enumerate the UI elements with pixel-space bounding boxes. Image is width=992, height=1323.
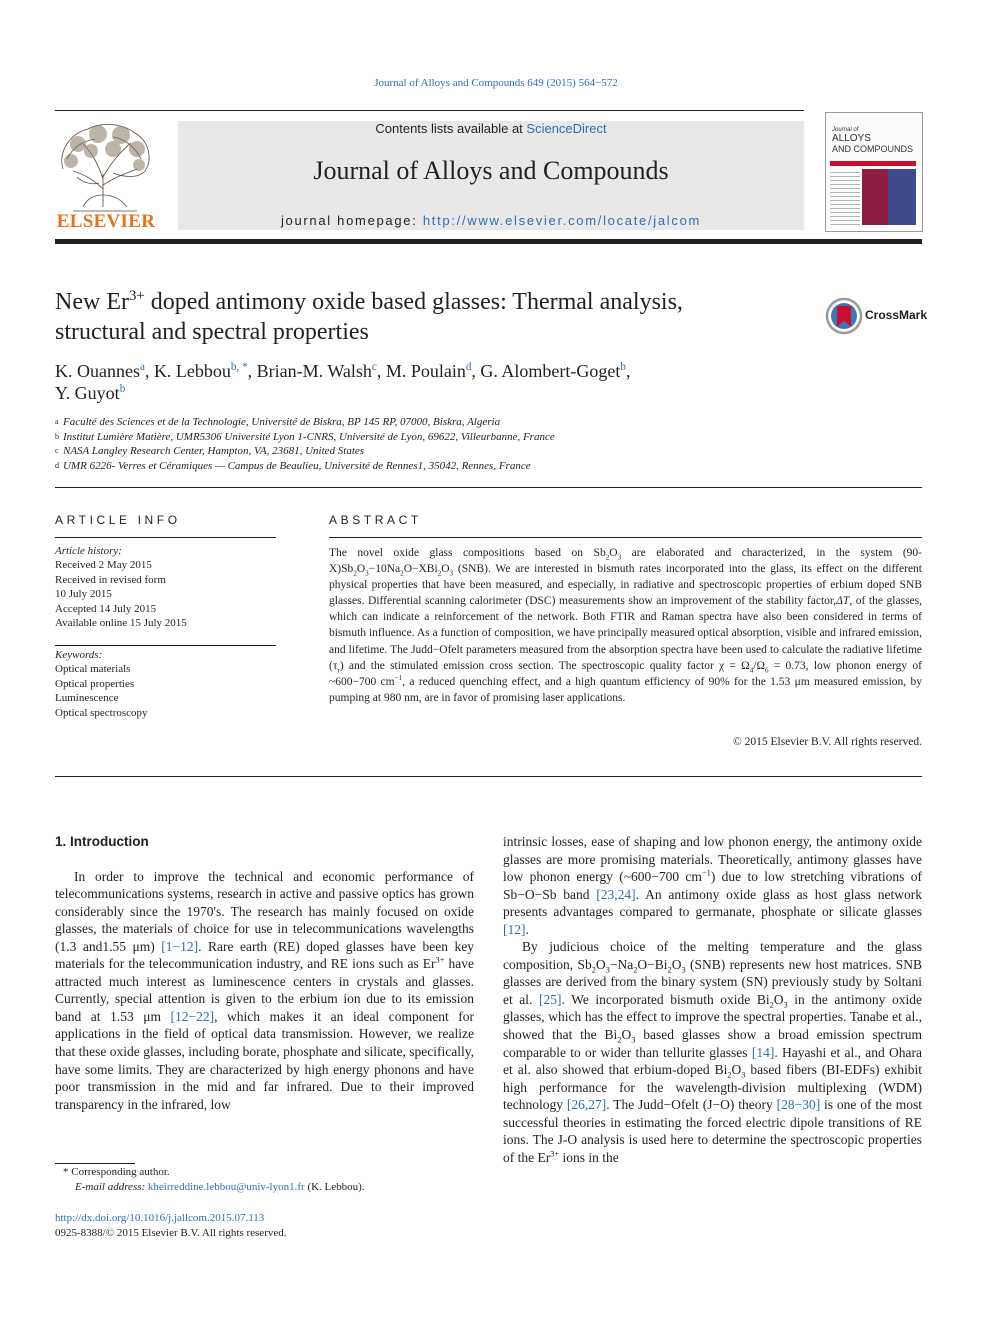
affiliation-item: b Institut Lumière Matière, UMR5306 Université Lyon 1-CNRS, Université de Lyon, 69622, Villeurbanne, France [55,430,555,443]
journal-title: Journal of Alloys and Compounds [313,156,669,185]
body-paragraph: intrinsic losses, ease of shaping and low phonon energy, the antimony oxide glasses are more promising materials. Theoretically, antimony glasses have low phonon energy (~600−700 $cm^{-1}$) due to low stretching vibrations of Sb−O−Sb band [23,24]. An antimony oxide glass as host glass network presents advantages compared to germanate, phosphate or silicate glasses [12]. [503,834,923,937]
author-list: K. Ouannes$^a$, K. Lebbou$^{b, *}$, Brian-M. Walsh$^c$, M. Poulain$^d$, G. Alombert-Goget$^b$, Y. Guyot$^b$ [55,361,631,403]
abstract-heading: ABSTRACT [329,513,422,527]
copyright-notice: © 2015 Elsevier B.V. All rights reserved. [733,736,922,748]
affiliation-item: c NASA Langley Research Center, Hampton, VA, 23681, United States [55,445,365,457]
paper-title: New $Er^{3+}$ doped antimony oxide based glasses: Thermal analysis, structural and spectral properties [55,288,683,345]
keyword-item: Optical materials [55,663,131,676]
author-affiliation-mark[interactable]: b [119,383,126,395]
history-item: Received 2 May 2015 [55,559,152,572]
abstract-text: The novel oxide glass compositions based on $Sb_2O_3$ are elaborated and characterized, in the system $(90-X)Sb_2O_3-10Na_2O-XBi_2O_3$ (SNB). We are interested in bismuth rates incorporated into the glass, its effect on the different physical properties that have been measured, and especially, in radiative and spectroscopic properties of erbium doped SNB glasses. Differential scanning calorimeter (DSC) measurements show an improvement of the stability factor,ΔT, of the glasses, which can indicate a reinforcement of the network. Both FTIR and Raman spectra have also been considered in terms of bismuth influence. As a function of composition, we have principally measured optical absorption, visible and infrared emission, and lifetime. The Judd−Ofelt parameters measured from the absorption spectra have been used to calculate the radiative lifetime $(\tau_r)$ and the stimulated emission cross section. The spectroscopic quality factor $\chi = \Omega_4/\Omega_6 = 0.73$, low phonon energy of ~600−700 $cm^{-1}$, a reduced quenching effect, and a high quantum efficiency of 90% for the 1.53 μm measured emission, by pumping at 980 nm, are in favor of promising laser applications. [329,547,923,704]
history-item: Accepted 14 July 2015 [55,602,157,615]
author-email-link[interactable]: kheirreddine.lebbou@univ-lyon1.fr [147,1181,305,1193]
history-item: Received in revised form [55,573,166,586]
crossmark-icon [825,297,863,335]
author-name: Y. Guyot [55,383,120,403]
journal-citation[interactable]: Journal of Alloys and Compounds 649 (2015) 564−572 [374,77,618,89]
cover-title-line1: Journal of [832,127,859,133]
body-paragraph: In order to improve the technical and economic performance of telecommunications systems, research in active and passive optics has grown considerably since the 1970's. The research has mainly focused on oxide glasses, the materials of choice for use in telecommunications wavelengths (1.3 and1.55 μm) [1−12]. Rare earth (RE) doped glasses have been key materials for the telecommunication industry, and RE ions such as $Er^{3+}$ have attracted much interest as luminescence centers in crystals and glasses. Currently, special attention is given to the erbium ion due to its emission band at 1.53 μm [12−22], which makes it an ideal component for applications in the field of optical data transmission. However, we realize that these oxide glasses, including borate, phosphate and silicate, specifically, have some limits. They are characterized by high energy phonons and have poor transmission in the mid and far infrared. Due to their improved transparency in the infrared, low [55,868,475,1112]
reference-link[interactable]: [12] [503,921,526,937]
doi-block [55,1211,287,1241]
issn-line: 0925-8388/© 2015 Elsevier B.V. All rights reserved. [55,1227,287,1239]
footnote-rule [55,1163,135,1164]
author-name: M. Poulain [385,361,466,381]
author-name: G. Alombert-Goget [480,361,621,381]
journal-homepage-line: journal homepage: http://www.elsevier.com/locate/jalcom [280,213,702,228]
author-affiliation-mark[interactable]: b, * [230,361,248,373]
crossmark-badge[interactable] [825,296,928,336]
section-heading-introduction: 1. Introduction [55,834,149,849]
history-item: Available online 15 July 2015 [55,617,187,630]
keyword-list: Keywords: Optical materials Optical properties Luminescence Optical spectroscopy [55,648,276,720]
affiliation-list [55,415,855,473]
body-paragraph: By judicious choice of the melting temperature and the glass composition, $Sb_2O_3-Na_2O-Bi_2O_3$ (SNB) represents new host matrices. SNB glasses are derived from the binary system (SN) previously study by Soltani et al. [25]. We incorporated bismuth oxide $Bi_2O_3$ in the antimony oxide glasses, which has the effect to improve the spectral properties. Tanabe et al., showed that the $Bi_2O_3$ based glasses show a broad emission spectrum comparable to or wider than tellurite glasses [14]. Hayashi et al., and Ohara et al. also showed that erbium-doped $Bi_2O_3$ based fibers (BI-EDFs) exhibit high performance for the wavelength-division multiplexing (WDM) technology [26,27]. The Judd−Ofelt (J−O) theory [28−30] is one of the most successful theories in estimating the forced electric dipole transitions of RE ions. The J-O analysis is used here to determine the spectroscopic properties of the $Er^{3+}$ ions in the [503,939,923,1165]
author-name: K. Lebbou [153,361,231,381]
footnotes: * Corresponding author. E-mail address: kheirreddine.lebbou@univ-lyon1.fr (K. Lebbou). [63,1166,365,1193]
header-thick-rule [55,239,922,244]
author-affiliation-mark[interactable]: b [620,361,626,373]
divider [55,645,276,646]
doi-link[interactable]: http://dx.doi.org/10.1016/j.jallcom.2015.07.113 [55,1212,265,1224]
body-column-left [55,833,474,1113]
cover-crimson-block [862,169,888,225]
reference-link[interactable]: [12−22] [170,1008,215,1024]
divider [329,537,922,538]
elsevier-wordmark: ELSEVIER [56,211,156,232]
keyword-item: Optical properties [55,677,135,690]
journal-cover-thumbnail[interactable] [825,112,923,232]
reference-link[interactable]: [23,24] [596,886,636,902]
author-affiliation-mark[interactable]: c [371,361,377,373]
reference-link[interactable]: [28−30] [776,1097,821,1113]
journal-homepage-link[interactable]: http://www.elsevier.com/locate/jalcom [422,213,702,228]
article-history: Article history: Received 2 May 2015 Received in revised form 10 July 2015 Accepted 14 July 2015 Available online 15 July 2015 [55,544,276,630]
keyword-item: Optical spectroscopy [55,706,148,719]
reference-link[interactable]: [14] [751,1044,775,1060]
author-name: K. Ouannes [55,361,140,381]
divider [55,537,276,538]
crossmark-label: CrossMark [865,308,928,322]
history-item: 10 July 2015 [55,588,112,601]
keyword-item: Luminescence [55,692,119,705]
header-rule [55,110,804,111]
cover-blue-block [888,169,916,225]
reference-link[interactable]: [25] [539,991,562,1007]
affiliation-item: d UMR 6226- Verres et Céramiques — Campus de Beaulieu, Université de Rennes1, 35042, Rennes, France [55,459,531,472]
affiliation-item: a Faculté des Sciences et de la Technologie, Université de Biskra, BP 145 RP, 07000, Biskra, Algeria [55,416,501,428]
body-column-right [503,833,922,1166]
divider [55,776,922,777]
cover-title-line3: AND COMPOUNDS [832,144,914,154]
cover-text-column [830,169,860,225]
divider [55,487,922,488]
cover-title-line2: ALLOYS [832,133,871,144]
author-name: Brian-M. Walsh [256,361,372,381]
article-info-heading: ARTICLE INFO [55,513,181,527]
cover-red-stripe [830,161,916,166]
author-affiliation-mark[interactable]: a [139,361,145,373]
author-affiliation-mark[interactable]: d [465,361,472,373]
sciencedirect-link[interactable]: ScienceDirect [526,121,607,136]
reference-link[interactable]: [1−12] [161,938,199,954]
contents-available-line: Contents lists available at ScienceDirect [375,121,607,136]
reference-link[interactable]: [26,27] [566,1097,607,1113]
